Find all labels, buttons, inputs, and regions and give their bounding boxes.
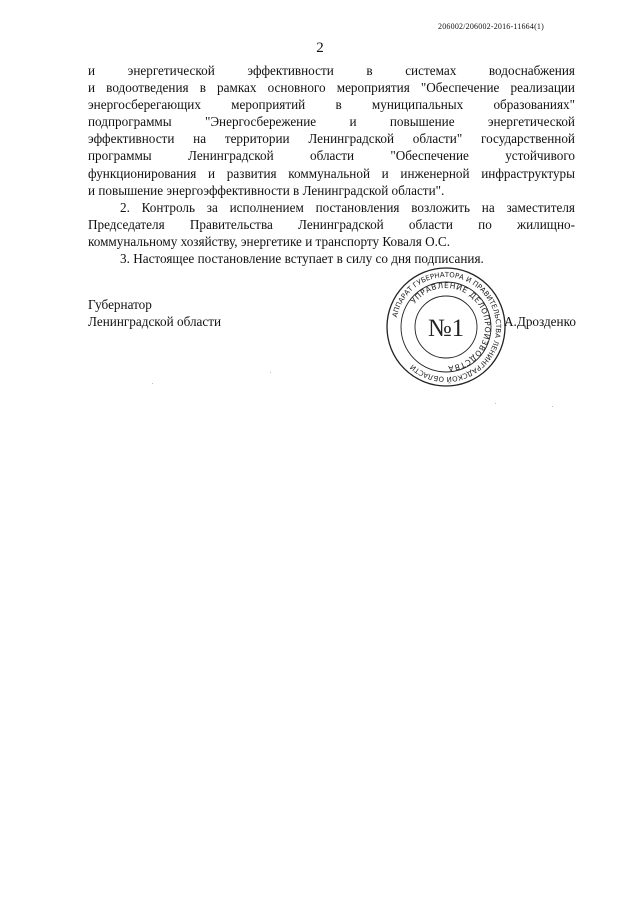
stamp-number: №1 <box>427 315 465 342</box>
paragraph-2-line: коммунальному хозяйству, энергетике и транспорту Коваля О.С. <box>88 233 450 249</box>
body-line: и повышение энергоэффективности в Ленинградской области". <box>88 182 445 198</box>
signature-title-line: Губернатор <box>88 297 152 312</box>
document-id: 206002/206002-2016-11664(1) <box>438 22 544 31</box>
body-line: энергосберегающих мероприятий в муниципальных образованиях" <box>88 97 575 113</box>
stamp-inner-text: УПРАВЛЕНИЕ ДЕЛОПРОИЗВОДСТВА <box>409 280 493 374</box>
paragraph-3: 3. Настоящее постановление вступает в силу со дня подписания. <box>120 251 484 267</box>
body-line: подпрограммы "Энергосбережение и повышение энергетической <box>88 114 575 130</box>
official-stamp <box>385 266 507 388</box>
paragraph-2-line: Председателя Правительства Ленинградской области по жилищно- <box>88 216 575 232</box>
scan-speck <box>270 372 271 373</box>
body-line: программы Ленинградской области "Обеспечение устойчивого <box>88 148 575 164</box>
scan-speck <box>495 403 496 404</box>
paragraph-2-line: 2. Контроль за исполнением постановления возложить на заместителя <box>120 199 575 215</box>
signature-name: А.Дрозденко <box>504 314 576 329</box>
scan-speck <box>552 406 553 407</box>
scan-speck <box>152 383 153 384</box>
body-line: и энергетической эффективности в системах водоснабжения <box>88 63 575 78</box>
body-line: эффективности на территории Ленинградской области" государственной <box>88 131 575 147</box>
document-body <box>88 62 575 267</box>
body-line: и водоотведения в рамках основного мероприятия "Обеспечение реализации <box>88 80 575 96</box>
signature-title-line: Ленинградской области <box>88 314 222 330</box>
stamp-outer-text: АППАРАТ ГУБЕРНАТОРА И ПРАВИТЕЛЬСТВА ЛЕНИНГРАДСКОЙ ОБЛАСТИ <box>390 270 503 384</box>
signature-title <box>88 296 221 330</box>
body-line: функционирования и развития коммунальной и инженерной инфраструктуры <box>88 165 575 181</box>
page-number: 2 <box>316 40 324 56</box>
